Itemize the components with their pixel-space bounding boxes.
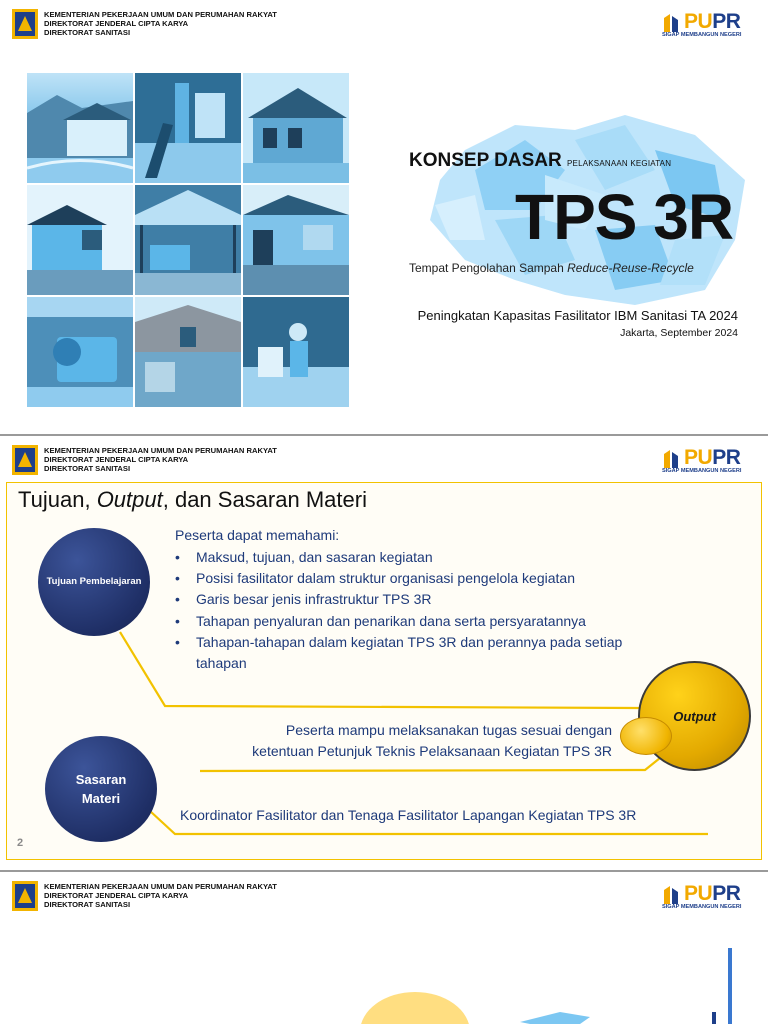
ministry-emblem-icon	[12, 9, 38, 39]
collage-photo-1	[27, 73, 133, 183]
pupr-logo	[662, 12, 756, 40]
org-line-1: KEMENTERIAN PEKERJAAN UMUM DAN PERUMAHAN RAKYAT	[44, 10, 277, 19]
subtitle-plain: Tempat Pengolahan Sampah	[409, 261, 568, 275]
logo-pr: PR	[712, 882, 741, 905]
collage-photo-2	[135, 73, 241, 183]
vertical-bar	[728, 948, 732, 1024]
org-line-1: KEMENTERIAN PEKERJAAN UMUM DAN PERUMAHAN RAKYAT	[44, 446, 277, 455]
pupr-wordmark	[684, 446, 740, 470]
title-italic: Output	[96, 487, 163, 512]
sasaran-materi-circle	[45, 736, 157, 842]
collage-photo-9	[243, 297, 349, 407]
learning-objectives-list	[175, 547, 655, 674]
pupr-wordmark	[684, 10, 740, 34]
tujuan-pembelajaran-circle: Tujuan Pembelajaran	[38, 528, 150, 636]
title-part-1: Tujuan,	[18, 487, 97, 512]
blue-fragment	[520, 1012, 590, 1024]
photo-collage	[27, 73, 350, 408]
list-item: • Tahapan-tahapan dalam kegiatan TPS 3R dan perannya pada setiap tahapan	[175, 632, 655, 674]
slide-1-title	[0, 0, 768, 434]
list-item: • Maksud, tujuan, dan sasaran kegiatan	[175, 547, 655, 568]
slide-3-decoration	[0, 872, 768, 1024]
output-text	[252, 720, 612, 762]
collage-photo-7	[27, 297, 133, 407]
vertical-bar-short	[712, 1012, 716, 1024]
org-line-3: DIREKTORAT SANITASI	[44, 28, 131, 37]
collage-photo-4	[27, 185, 133, 295]
logo-pu: PU	[684, 882, 713, 905]
list-item: • Posisi fasilitator dalam struktur organisasi pengelola kegiatan	[175, 568, 655, 589]
logo-pu: PU	[684, 446, 713, 469]
slide-title	[18, 487, 367, 513]
org-line-3: DIREKTORAT SANITASI	[44, 900, 131, 909]
yellow-sphere	[360, 992, 470, 1024]
collage-photo-3	[243, 73, 349, 183]
sasaran-line-2: Materi	[81, 791, 121, 806]
logo-tagline: SIGAP MEMBANGUN NEGERI	[662, 904, 742, 910]
org-line-2: DIREKTORAT JENDERAL CIPTA KARYA	[44, 891, 189, 900]
place-date: Jakarta, September 2024	[620, 327, 738, 339]
slide-header	[0, 436, 768, 484]
output-line-1: Peserta mampu melaksanakan tugas sesuai dengan	[285, 722, 612, 738]
pupr-mark-icon	[662, 12, 684, 34]
main-title: TPS 3R	[515, 181, 734, 253]
pupr-logo	[662, 448, 756, 476]
konsep-dasar-heading	[409, 150, 671, 172]
logo-tagline: SIGAP MEMBANGUN NEGERI	[662, 32, 742, 38]
collage-photo-5	[135, 185, 241, 295]
peserta-intro: Peserta dapat memahami:	[175, 527, 340, 543]
org-line-2: DIREKTORAT JENDERAL CIPTA KARYA	[44, 19, 189, 28]
pelaksanaan-text: PELAKSANAAN KEGIATAN	[567, 159, 672, 168]
logo-pu: PU	[684, 10, 713, 33]
ministry-name	[44, 10, 277, 37]
output-accent-circle	[620, 717, 672, 755]
org-line-1: KEMENTERIAN PEKERJAAN UMUM DAN PERUMAHAN RAKYAT	[44, 882, 277, 891]
logo-pr: PR	[712, 10, 741, 33]
collage-photo-8	[135, 297, 241, 407]
org-line-3: DIREKTORAT SANITASI	[44, 464, 131, 473]
ministry-emblem-icon	[12, 445, 38, 475]
output-line-2: ketentuan Petunjuk Teknis Pelaksanaan Kegiatan TPS 3R	[252, 743, 612, 759]
subtitle-italic: Reduce-Reuse-Recycle	[567, 261, 694, 275]
logo-tagline: SIGAP MEMBANGUN NEGERI	[662, 468, 742, 474]
title-subtitle	[409, 261, 694, 275]
sasaran-line-1: Sasaran	[75, 772, 127, 787]
slide-header	[0, 0, 768, 48]
konsep-text: KONSEP DASAR	[409, 150, 562, 171]
page-number: 2	[17, 837, 24, 849]
slide-3-partial	[0, 872, 768, 1024]
event-name: Peningkatan Kapasitas Fasilitator IBM Sanitasi TA 2024	[417, 308, 738, 323]
title-part-2: , dan Sasaran Materi	[162, 487, 367, 512]
list-item: • Tahapan penyaluran dan penarikan dana serta persyaratannya	[175, 611, 655, 632]
org-line-2: DIREKTORAT JENDERAL CIPTA KARYA	[44, 455, 189, 464]
logo-pr: PR	[712, 446, 741, 469]
sasaran-text: Koordinator Fasilitator dan Tenaga Fasilitator Lapangan Kegiatan TPS 3R	[180, 807, 637, 823]
output-circle: Output	[638, 661, 751, 771]
list-item: • Garis besar jenis infrastruktur TPS 3R	[175, 589, 655, 610]
slide-2-objectives	[0, 436, 768, 870]
ministry-name	[44, 446, 277, 473]
pupr-mark-icon	[662, 448, 684, 470]
collage-photo-6	[243, 185, 349, 295]
